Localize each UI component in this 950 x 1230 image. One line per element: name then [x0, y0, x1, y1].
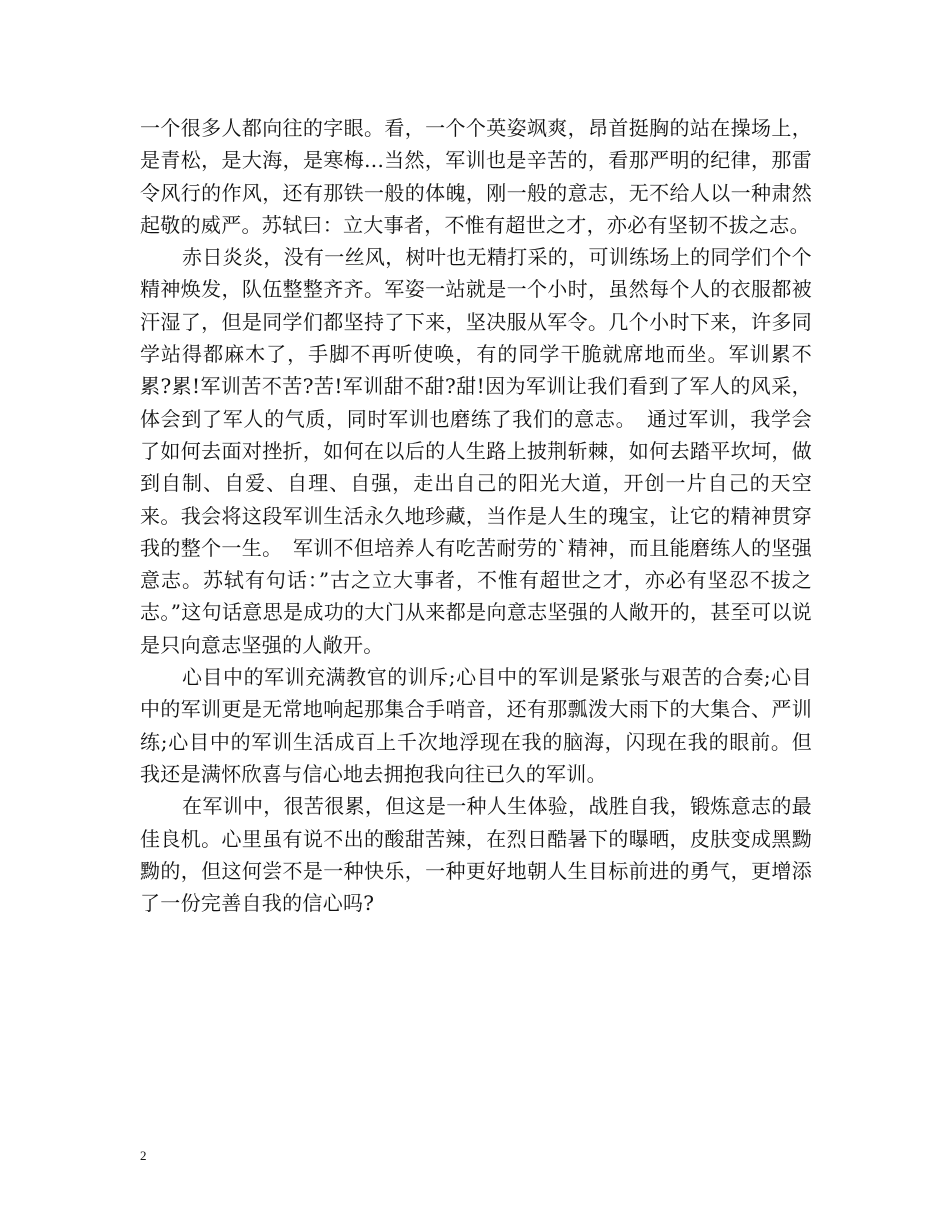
paragraph-1: 一个很多人都向往的字眼。看，一个个英姿飒爽，昂首挺胸的站在操场上，是青松，是大海，是寒梅...当然，军训也是辛苦的，看那严明的纪律，那雷令风行的作风，还有那铁一般的体魄，刚一般的意志，无不给人以一种肃然起敬的威严。苏轼曰：立大事者，不惟有超世之才，亦必有坚韧不拔之志。 [140, 116, 812, 237]
page-number: 2 [140, 1148, 147, 1163]
paragraph-2: 赤日炎炎，没有一丝风，树叶也无精打采的，可训练场上的同学们个个精神焕发，队伍整整齐齐。军姿一站就是一个小时，虽然每个人的衣服都被汗湿了，但是同学们都坚持了下来，坚决服从军令。几个小时下来，许多同学站得都麻木了，手脚不再听使唤，有的同学干脆就席地而坐。军训累不累?累!军训苦不苦?苦!军训甜不甜?甜!因为军训让我们看到了军人的风采，体会到了军人的气质，同时军训也磨练了我们的意志。 通过军训，我学会了如何去面对挫折，如何在以后的人生路上披荆斩棘，如何去踏平坎坷，做到自制、自爱、自理、自强，走出自己的阳光大道，开创一片自己的天空来。我会将这段军训生活永久地珍藏，当作是人生的瑰宝，让它的精神贯穿我的整个一生。 军训不但培养人有吃苦耐劳的`精神，而且能磨练人的坚强意志。苏轼有句话：”古之立大事者，不惟有超世之才，亦必有坚忍不拔之志。”这句话意思是成功的大门从来都是向意志坚强的人敞开的，甚至可以说是只向意志坚强的人敞开。 [140, 245, 812, 657]
paragraph-3: 心目中的军训充满教官的训斥;心目中的军训是紧张与艰苦的合奏;心目中的军训更是无常地响起那集合手哨音，还有那瓢泼大雨下的大集合、严训练;心目中的军训生活成百上千次地浮现在我的脑海，闪现在我的眼前。但我还是满怀欣喜与信心地去拥抱我向往已久的军训。 [140, 665, 812, 786]
body-text [140, 112, 812, 919]
paragraph-4: 在军训中，很苦很累，但这是一种人生体验，战胜自我，锻炼意志的最佳良机。心里虽有说不出的酸甜苦辣，在烈日酷暑下的曝晒，皮肤变成黑黝黝的，但这何尝不是一种快乐，一种更好地朝人生目标前进的勇气，更增添了一份完善自我的信心吗? [140, 794, 812, 916]
